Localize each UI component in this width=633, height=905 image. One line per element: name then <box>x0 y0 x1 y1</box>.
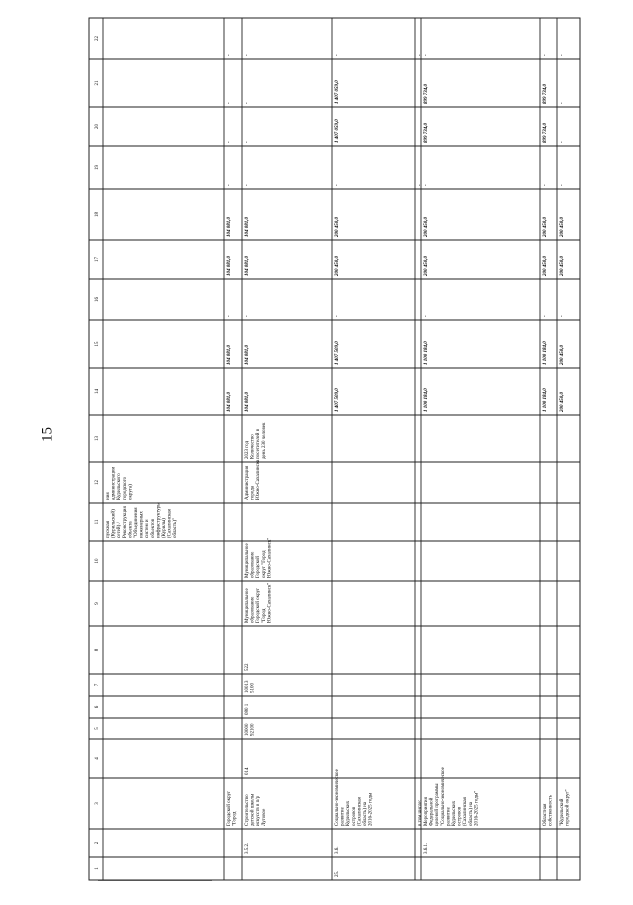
column-number-3: 3 <box>95 802 100 805</box>
value-cell: 1 407 509,0 <box>335 341 340 365</box>
value-cell: 899 734,0 <box>543 123 548 143</box>
value-cell: 1 100 184,0 <box>543 388 548 412</box>
text-cell: МероприятияФедеральнойцелевой программы"Социально-экономическоеразвитиеКурильскихостровов(Сахалинскаяобласть) на2016-2025 годы" <box>424 767 480 826</box>
value-cell: - <box>227 184 232 186</box>
text-cell: "Курильскийгородской округ" <box>560 789 571 826</box>
r_gorodskoy-col-18 <box>227 217 232 238</box>
value-cell: - <box>543 315 548 317</box>
value-cell: - <box>560 184 565 186</box>
r_gorodskoy-col-17 <box>227 256 232 277</box>
r_36-col-18 <box>335 217 340 239</box>
r_352-col-22 <box>245 54 250 56</box>
r_361-col-22 <box>424 54 429 56</box>
r_352-col-20 <box>245 141 250 143</box>
r_352-col-12 <box>245 459 261 500</box>
value-cell: - <box>227 102 232 104</box>
value-cell: - <box>560 102 565 104</box>
value-cell: 104 081,0 <box>245 345 250 365</box>
value-cell: - <box>424 184 429 186</box>
r_352-col-7 <box>245 680 256 693</box>
value-cell: 104 081,0 <box>227 392 232 412</box>
column-number-17: 17 <box>95 257 100 262</box>
r_361-col-17 <box>424 256 429 278</box>
text-cell: Социально-экономическоеразвитиеКурильскихостровов(Сахалинскаяобласть) на2016-2025 годы <box>335 769 374 826</box>
r_352-col-15 <box>245 345 250 366</box>
value-cell: 1 407 509,0 <box>335 388 340 412</box>
r_obl1-col-21 <box>543 84 548 105</box>
r_obl1-col-22 <box>543 54 548 56</box>
column-number-12: 12 <box>95 480 100 485</box>
value-cell: 104 081,0 <box>227 256 232 276</box>
value-cell: 200 450,0 <box>335 256 340 276</box>
value-cell: - <box>418 184 423 186</box>
column-number-2: 2 <box>95 841 100 845</box>
column-number-15: 15 <box>95 341 100 347</box>
r_361-col-21 <box>424 84 429 105</box>
r_gorodskoy-col-3 <box>227 791 238 826</box>
r_361-col-3 <box>424 766 479 826</box>
r_gorodskoy-col-20 <box>227 141 232 143</box>
table-frame <box>89 18 580 880</box>
r_vtom-col-22 <box>418 54 423 56</box>
r_361-col-16 <box>424 315 429 317</box>
r_352-col-17 <box>245 256 250 277</box>
value-cell: - <box>245 315 250 317</box>
r_gorodskoy-col-19 <box>227 184 232 186</box>
r_352-col-8 <box>245 663 250 671</box>
text-cell: 014 <box>245 767 250 775</box>
column-number-10: 10 <box>95 558 100 564</box>
value-cell: 200 450,0 <box>335 217 340 237</box>
r_obl2-col-20 <box>560 141 565 143</box>
table-cells <box>106 54 571 877</box>
value-cell: 200 450,0 <box>543 217 548 237</box>
value-cell: 1 100 184,0 <box>424 341 429 365</box>
text-cell: 3.6. <box>335 846 340 854</box>
text-cell: 2023 годКоличествопосетителей вдень 230 человек <box>245 422 267 459</box>
r_36-col-15 <box>335 341 340 365</box>
value-cell: 200 450,0 <box>424 217 429 237</box>
r_obl2-col-21 <box>560 102 565 104</box>
footnote-rule <box>98 880 212 881</box>
value-cell: 104 081,0 <box>227 345 232 365</box>
text-cell: 080 1 <box>245 703 250 715</box>
r_gorodskoy-col-21 <box>227 102 232 104</box>
r_36-col-19 <box>335 184 340 186</box>
text-cell: МуниципальноеобразованиеГородской округ"ГородЮжно-Сахалинск" <box>245 582 273 623</box>
column-number-14: 14 <box>95 389 100 394</box>
text-cell: Городской округ"Город <box>227 790 238 826</box>
value-cell: 899 734,0 <box>543 84 548 104</box>
r_36-col-16 <box>335 315 340 317</box>
column-number-13: 13 <box>95 436 100 441</box>
value-cell: - <box>560 141 565 143</box>
column-number-18: 18 <box>95 212 100 217</box>
r_obl2-col-18 <box>560 217 565 239</box>
r_vtom-col-19 <box>418 184 423 186</box>
text-cell: МуниципальноеобразованиеГородскойокруг "ГородЮжно-Сахалинск" <box>245 537 273 578</box>
column-number-6: 6 <box>95 705 100 709</box>
r_361-col-15 <box>424 341 429 365</box>
text-cell: 100135100 <box>245 680 256 693</box>
r_36-col-1 <box>335 871 340 877</box>
value-cell: - <box>245 54 250 56</box>
r_gorodskoy-col-16 <box>227 315 232 317</box>
value-cell: 1 407 059,0 <box>335 119 340 143</box>
r_top-col-11 <box>106 502 178 538</box>
r_352-col-2 <box>245 843 250 854</box>
r_352-col-14 <box>245 392 250 413</box>
column-header-row <box>95 36 100 870</box>
value-cell: 200 450,0 <box>560 392 565 412</box>
column-number-4: 4 <box>95 757 100 760</box>
column-number-21: 21 <box>95 80 100 86</box>
value-cell: - <box>335 315 340 317</box>
r_obl1-col-16 <box>543 315 548 317</box>
value-cell: 104 081,0 <box>245 217 250 237</box>
r_361-col-19 <box>424 184 429 186</box>
value-cell: 899 734,0 <box>424 84 429 104</box>
column-number-20: 20 <box>95 124 100 129</box>
value-cell: - <box>245 141 250 143</box>
value-cell: - <box>227 54 232 56</box>
value-cell: - <box>543 54 548 56</box>
r_obl2-col-22 <box>560 54 565 56</box>
r_36-col-3 <box>335 768 374 826</box>
value-cell: 104 081,0 <box>245 256 250 276</box>
text-cell: Строительстводетской школыискусств в п/рЛуговое <box>245 793 267 826</box>
column-number-7: 7 <box>95 683 100 687</box>
text-cell: 25. <box>335 870 340 877</box>
r_361-col-14 <box>424 388 429 412</box>
column-number-11: 11 <box>95 519 100 525</box>
r_36-col-20 <box>335 119 340 143</box>
column-number-8: 8 <box>95 648 100 652</box>
r_352-col-4 <box>245 767 250 775</box>
value-cell: - <box>335 54 340 56</box>
value-cell: 200 450,0 <box>424 256 429 276</box>
r_36-col-22 <box>335 54 340 56</box>
value-cell: 200 450,0 <box>560 217 565 237</box>
value-cell: 200 450,0 <box>543 256 548 276</box>
value-cell: - <box>560 315 565 317</box>
text-cell: АдминистрациягородаЮжно-Сахалинска <box>245 459 262 500</box>
page-number: 15 <box>39 427 56 442</box>
r_obl2-col-3 <box>560 789 571 826</box>
column-number-19: 19 <box>95 165 100 170</box>
text-cell: 1000092100 <box>245 723 256 736</box>
table-grid <box>89 18 580 880</box>
r_352-col-3 <box>245 793 267 826</box>
text-cell: Областнаясобственность <box>543 795 554 826</box>
text-cell: пускная(Курильский)сетей) /Реконструкцияобъекта"Объединенияинженерныхсистем иобъектовинфраструктуры(Курилы)(Сахалинскаяобласть)" <box>106 502 179 538</box>
value-cell: 1 100 184,0 <box>424 388 429 412</box>
value-cell: - <box>227 141 232 143</box>
r_obl1-col-17 <box>543 256 548 278</box>
value-cell: - <box>227 315 232 317</box>
r_top-col-12 <box>106 467 133 500</box>
value-cell: - <box>335 184 340 186</box>
column-number-1: 1 <box>95 867 100 870</box>
r_361-col-2 <box>424 843 429 854</box>
text-cell: нияадминистрацииКурильскогогородскогоокруга) <box>106 466 134 500</box>
r_gorodskoy-col-14 <box>227 392 232 413</box>
column-number-16: 16 <box>95 297 100 302</box>
r_352-col-10 <box>245 538 272 578</box>
r_obl1-col-19 <box>543 184 548 186</box>
r_obl2-col-17 <box>560 256 565 278</box>
r_obl2-col-19 <box>560 184 565 186</box>
text-cell: 522 <box>245 663 250 671</box>
value-cell: - <box>245 102 250 104</box>
r_352-col-9 <box>245 583 272 623</box>
value-cell: - <box>418 54 423 56</box>
r_obl1-col-14 <box>543 388 548 412</box>
r_352-col-18 <box>245 217 250 238</box>
column-number-5: 5 <box>95 727 100 730</box>
r_352-col-19 <box>245 184 250 186</box>
text-cell: в том числе: <box>418 799 423 826</box>
r_361-col-18 <box>424 217 429 239</box>
r_obl1-col-3 <box>543 794 554 826</box>
value-cell: 104 081,0 <box>227 217 232 237</box>
column-number-9: 9 <box>95 602 100 605</box>
r_obl2-col-15 <box>560 345 565 367</box>
column-number-22: 22 <box>95 36 100 41</box>
value-cell: 1 100 184,0 <box>543 341 548 365</box>
r_obl2-col-16 <box>560 315 565 317</box>
text-cell: 3.6.1. <box>424 842 429 854</box>
r_obl1-col-20 <box>543 123 548 144</box>
value-cell: - <box>424 315 429 317</box>
value-cell: 1 407 059,0 <box>335 80 340 104</box>
value-cell: 200 450,0 <box>560 256 565 276</box>
r_vtom-col-3 <box>418 800 423 826</box>
r_obl1-col-15 <box>543 341 548 365</box>
r_gorodskoy-col-22 <box>227 54 232 56</box>
r_36-col-2 <box>335 847 340 855</box>
r_gorodskoy-col-15 <box>227 345 232 366</box>
value-cell: 104 081,0 <box>245 392 250 412</box>
r_36-col-21 <box>335 80 340 104</box>
value-cell: - <box>543 184 548 186</box>
value-cell: - <box>424 54 429 56</box>
r_obl1-col-18 <box>543 217 548 239</box>
value-cell: - <box>560 54 565 56</box>
value-cell: 899 734,0 <box>424 123 429 143</box>
r_obl2-col-14 <box>560 392 565 414</box>
r_352-col-6 <box>245 703 250 715</box>
text-cell: 3.5.2. <box>245 842 250 854</box>
value-cell: - <box>245 184 250 186</box>
r_352-col-13 <box>245 422 267 459</box>
r_36-col-17 <box>335 256 340 278</box>
r_361-col-20 <box>424 123 429 144</box>
r_352-col-21 <box>245 102 250 104</box>
r_36-col-14 <box>335 388 340 412</box>
r_352-col-5 <box>245 723 256 736</box>
value-cell: 200 450,0 <box>560 345 565 365</box>
r_352-col-16 <box>245 315 250 317</box>
